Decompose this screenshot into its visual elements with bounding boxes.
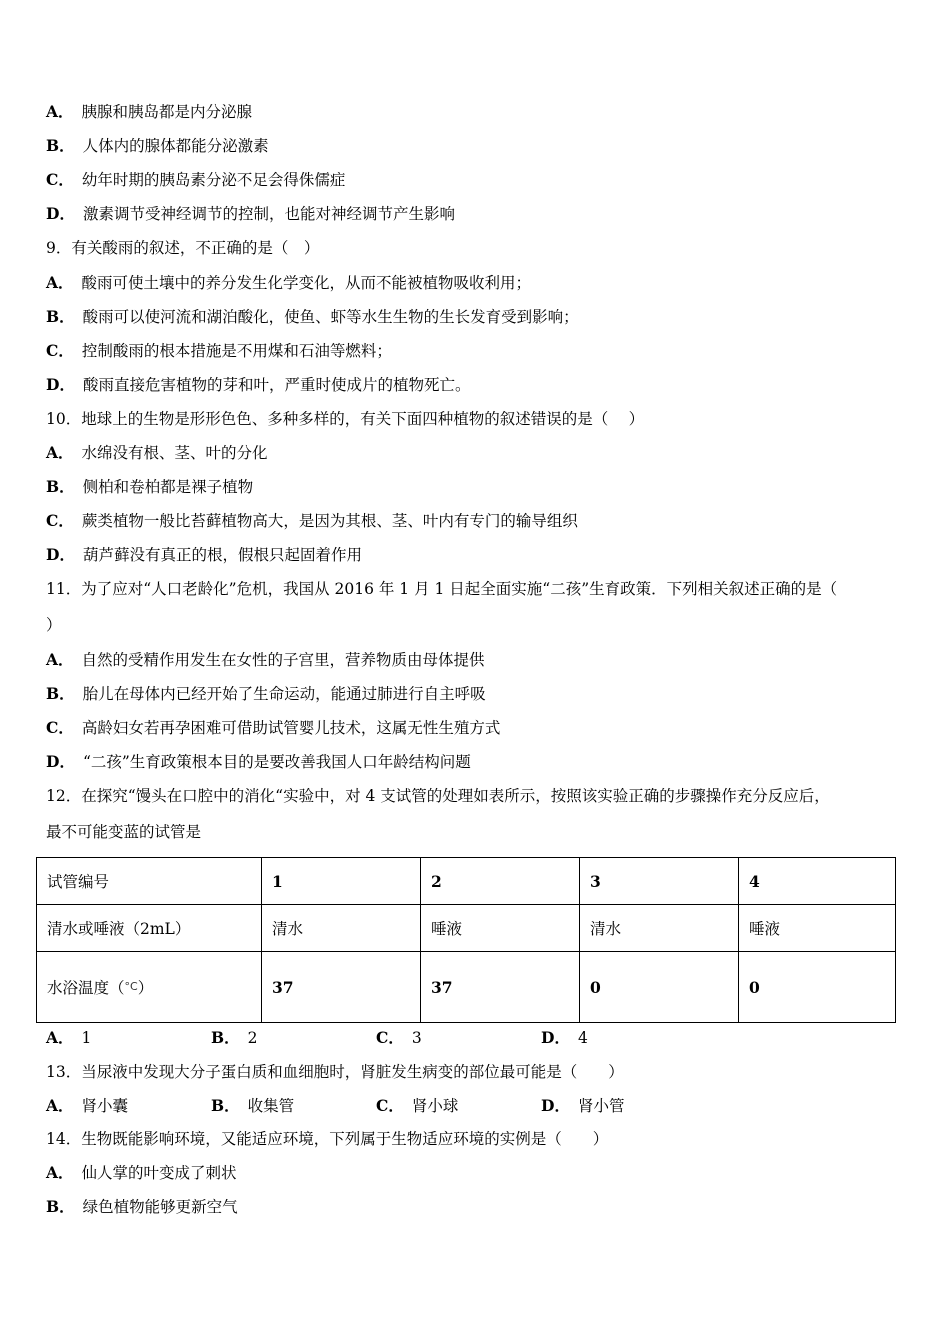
table-cell: 清水 [262,905,421,952]
q12-option-a: A． 1 [46,1028,92,1047]
table-cell: 唾液 [739,905,896,952]
table-cell: 水浴温度（°C） [37,952,262,1023]
table-row [37,858,896,905]
table-row [37,952,896,1023]
q14-option-b: B． 绿色植物能够更新空气 [46,1197,238,1216]
q13-option-c: C． 肾小球 [376,1096,459,1115]
q9-option-c: C． 控制酸雨的根本措施是不用煤和石油等燃料； [46,341,392,360]
q8-option-c: C． 幼年时期的胰岛素分泌不足会得侏儒症 [46,170,346,189]
q13-stem: 13．当尿液中发现大分子蛋白质和血细胞时，肾脏发生病变的部位最可能是（ ） [46,1063,624,1081]
q10-option-d: D． 葫芦藓没有真正的根，假根只起固着作用 [46,545,362,564]
table-cell: 4 [739,858,896,905]
q8-option-d: D． 激素调节受神经调节的控制，也能对神经调节产生影响 [46,204,455,223]
experiment-table [36,857,896,1023]
q11-option-a: A． 自然的受精作用发生在女性的子宫里，营养物质由母体提供 [46,650,485,669]
q12-option-d: D． 4 [541,1028,588,1047]
q12-option-c: C． 3 [376,1028,422,1047]
q12-options [46,1028,588,1048]
q13-option-a: A． 肾小囊 [46,1096,129,1115]
table-cell: 试管编号 [37,858,262,905]
q13-options [46,1096,624,1116]
table-cell: 0 [739,952,896,1023]
q12-stem-line2: 最不可能变蓝的试管是 [46,823,202,841]
q13-option-d: D． 肾小管 [541,1096,625,1115]
celsius-unit: °C [124,980,138,993]
q12-option-b: B． 2 [211,1028,258,1047]
table-cell: 清水或唾液（2mL） [37,905,262,952]
q14-option-a: A． 仙人掌的叶变成了刺状 [46,1163,237,1182]
q11-option-b: B． 胎儿在母体内已经开始了生命运动，能通过肺进行自主呼吸 [46,684,486,703]
q10-option-a: A． 水绵没有根、茎、叶的分化 [46,443,268,462]
q12-stem-line1: 12．在探究“馒头在口腔中的消化“实验中，对 4 支试管的处理如表所示，按照该实验正确的步骤操作充分反应后， [46,787,830,805]
table-cell: 0 [580,952,739,1023]
table-cell: 唾液 [421,905,580,952]
q10-option-c: C． 蕨类植物一般比苔藓植物高大，是因为其根、茎、叶内有专门的输导组织 [46,511,578,530]
q14-stem: 14．生物既能影响环境，又能适应环境，下列属于生物适应环境的实例是（ ） [46,1130,609,1148]
q8-option-b: B． 人体内的腺体都能分泌激素 [46,136,269,155]
q9-option-a: A． 酸雨可使土壤中的养分发生化学变化，从而不能被植物吸收利用； [46,273,532,292]
q8-option-a: A． 胰腺和胰岛都是内分泌腺 [46,102,253,121]
q11-option-d: D． “二孩”生育政策根本目的是要改善我国人口年龄结构问题 [46,752,471,771]
table-cell: 37 [421,952,580,1023]
q10-stem: 10．地球上的生物是形形色色、多种多样的，有关下面四种植物的叙述错误的是（ ） [46,410,645,428]
q9-option-d: D． 酸雨直接危害植物的芽和叶，严重时使成片的植物死亡。 [46,375,471,394]
table-cell: 清水 [580,905,739,952]
table-row [37,905,896,952]
table-cell: 2 [421,858,580,905]
table-cell: 37 [262,952,421,1023]
q13-option-b: B． 收集管 [211,1096,295,1115]
table-cell: 3 [580,858,739,905]
q11-option-c: C． 高龄妇女若再孕困难可借助试管婴儿技术，这属无性生殖方式 [46,718,501,737]
table-cell: 1 [262,858,421,905]
q9-stem: 9．有关酸雨的叙述，不正确的是（ ） [46,239,320,257]
q9-option-b: B． 酸雨可以使河流和湖泊酸化，使鱼、虾等水生生物的生长发育受到影响； [46,307,579,326]
q11-stem-line2: ） [46,616,62,634]
q10-option-b: B． 侧柏和卷柏都是裸子植物 [46,477,254,496]
q11-stem-line1: 11．为了应对“人口老龄化”危机，我国从 2016 年 1 月 1 日起全面实施“二孩”生育政策．下列相关叙述正确的是（ [46,580,838,598]
